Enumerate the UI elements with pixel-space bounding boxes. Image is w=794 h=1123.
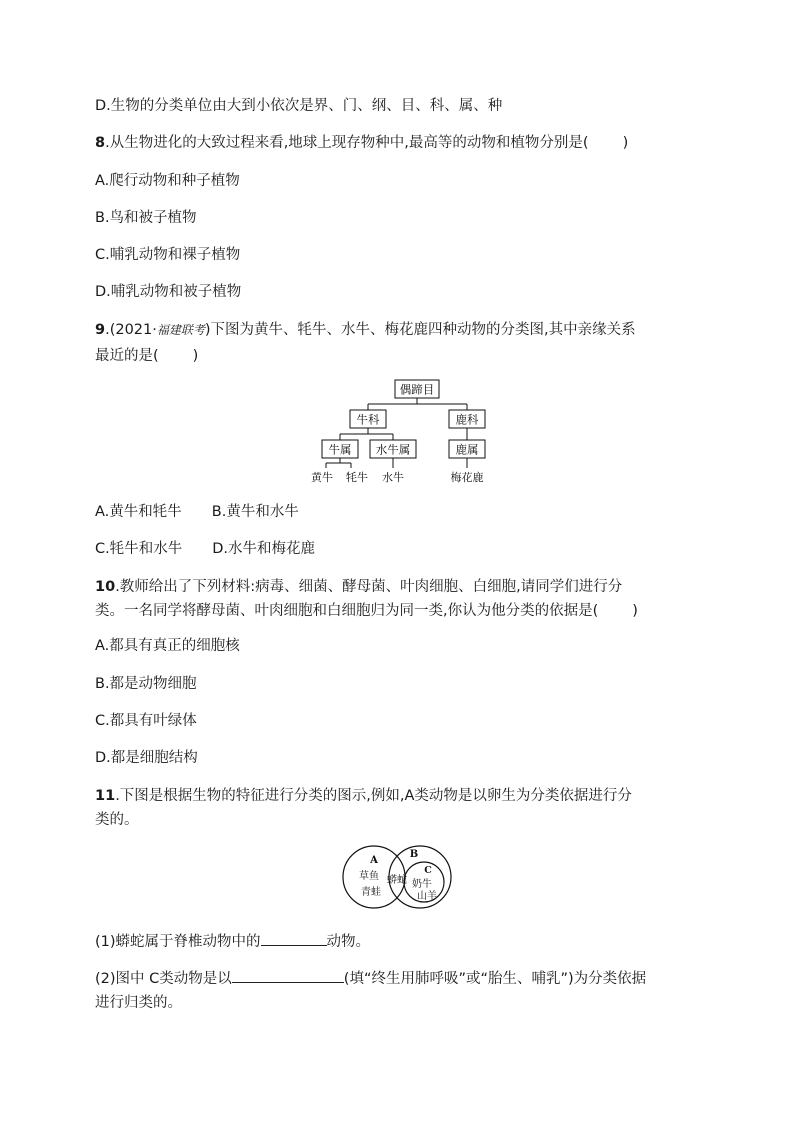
q11-stem-text-1: .下图是根据生物的特征进行分类的图示,例如,A类动物是以卵生为分类依据进行分 (115, 788, 632, 804)
venn-label-b: B (409, 849, 419, 860)
q11-sub2-line2: 进行归类的。 (95, 995, 182, 1011)
q10-option-d: D.都是细胞结构 (95, 750, 198, 766)
venn-a-animal: 草鱼 (359, 871, 379, 882)
q8-option-c: C.哺乳动物和裸子植物 (95, 247, 241, 263)
q10-option-c: C.都具有叶绿体 (95, 713, 197, 729)
q10-option-a: A.都具有真正的细胞核 (95, 638, 240, 654)
q9-number: 9 (95, 322, 106, 338)
q8-option-b: B.鸟和被子植物 (95, 210, 197, 226)
q9-stem-text-2: 最近的是( (95, 348, 159, 364)
q10-stem-text-2: 类。一名同学将酵母菌、叶肉细胞和白细胞归为同一类,你认为他分类的依据是( (95, 603, 599, 619)
q7-option-d: D.生物的分类单位由大到小依次是界、门、纲、目、科、属、种 (95, 98, 503, 114)
venn-label-a: A (370, 855, 378, 866)
venn-overlap-animal: 蟒蛇 (387, 875, 407, 886)
q10-number: 10 (95, 579, 116, 595)
q10-stem-text-1: .教师给出了下列材料:病毒、细菌、酵母菌、叶肉细胞、白细胞,请同学们进行分 (115, 579, 623, 595)
q9-source: 福建联考 (156, 323, 205, 337)
animal-label: 梅花鹿 (450, 471, 484, 484)
q9-stem-line1 (95, 320, 636, 340)
q8-option-a: A.爬行动物和种子植物 (95, 173, 240, 189)
classification-tree-diagram (300, 372, 500, 488)
q9-year: .(2021· (105, 322, 157, 338)
venn-c-animal: 奶牛 (412, 879, 432, 890)
q8-option-d: D.哺乳动物和被子植物 (95, 284, 242, 300)
q11-stem-line2: 类的。 (95, 812, 139, 828)
q10-stem-line1 (95, 577, 622, 597)
q9-option-a: A.黄牛和牦牛 (95, 504, 182, 520)
q11-sub1-text-pre: (1)蟒蛇属于脊椎动物中的 (95, 934, 261, 950)
answer-blank-2[interactable] (232, 967, 344, 983)
venn-diagram (338, 840, 468, 916)
animal-label: 黄牛 (311, 471, 333, 484)
venn-c-animal: 山羊 (417, 891, 437, 902)
q11-sub2-text-pre: (2)图中 C类动物是以 (95, 971, 232, 987)
q9-close-paren: ) (192, 348, 199, 364)
genus-cervus-label: 鹿属 (455, 442, 479, 457)
q9-option-d: D.水牛和梅花鹿 (212, 541, 316, 557)
venn-a-animal: 青蛙 (361, 887, 381, 898)
animal-label: 水牛 (382, 471, 404, 484)
q11-sub2 (95, 967, 646, 989)
genus-bubalus-label: 水牛属 (375, 442, 411, 457)
q11-sub1-text-post: 动物。 (326, 934, 371, 950)
q10-stem-line2 (95, 601, 638, 621)
family-cattle-label: 牛科 (356, 412, 380, 427)
q9-stem-text-1: )下图为黄牛、牦牛、水牛、梅花鹿四种动物的分类图,其中亲缘关系 (204, 322, 636, 338)
genus-bos-label: 牛属 (328, 442, 352, 457)
q11-sub2-text-post: (填“终生用肺呼吸”或“胎生、哺乳”)为分类依据 (343, 971, 647, 987)
q9-option-b: B.黄牛和水牛 (211, 504, 299, 520)
animal-label: 牦牛 (346, 471, 368, 484)
q10-option-b: B.都是动物细胞 (95, 676, 197, 692)
order-label: 偶蹄目 (399, 382, 435, 397)
q9-options-row1 (95, 502, 299, 522)
q11-number: 11 (95, 788, 116, 804)
q9-options-row2 (95, 539, 315, 559)
q11-stem-line1 (95, 786, 632, 806)
venn-label-c: C (424, 865, 432, 876)
family-deer-label: 鹿科 (455, 412, 479, 427)
answer-blank-1[interactable] (261, 930, 327, 946)
q11-sub1 (95, 930, 370, 952)
q10-close-paren: ) (632, 603, 638, 619)
q8-stem (95, 133, 628, 153)
q8-close-paren: ) (622, 135, 629, 151)
q9-stem-line2 (95, 346, 198, 366)
q8-number: 8 (95, 135, 106, 151)
q9-option-c: C.牦牛和水牛 (95, 541, 183, 557)
q8-stem-text: .从生物进化的大致过程来看,地球上现存物种中,最高等的动物和植物分别是( (105, 135, 589, 151)
